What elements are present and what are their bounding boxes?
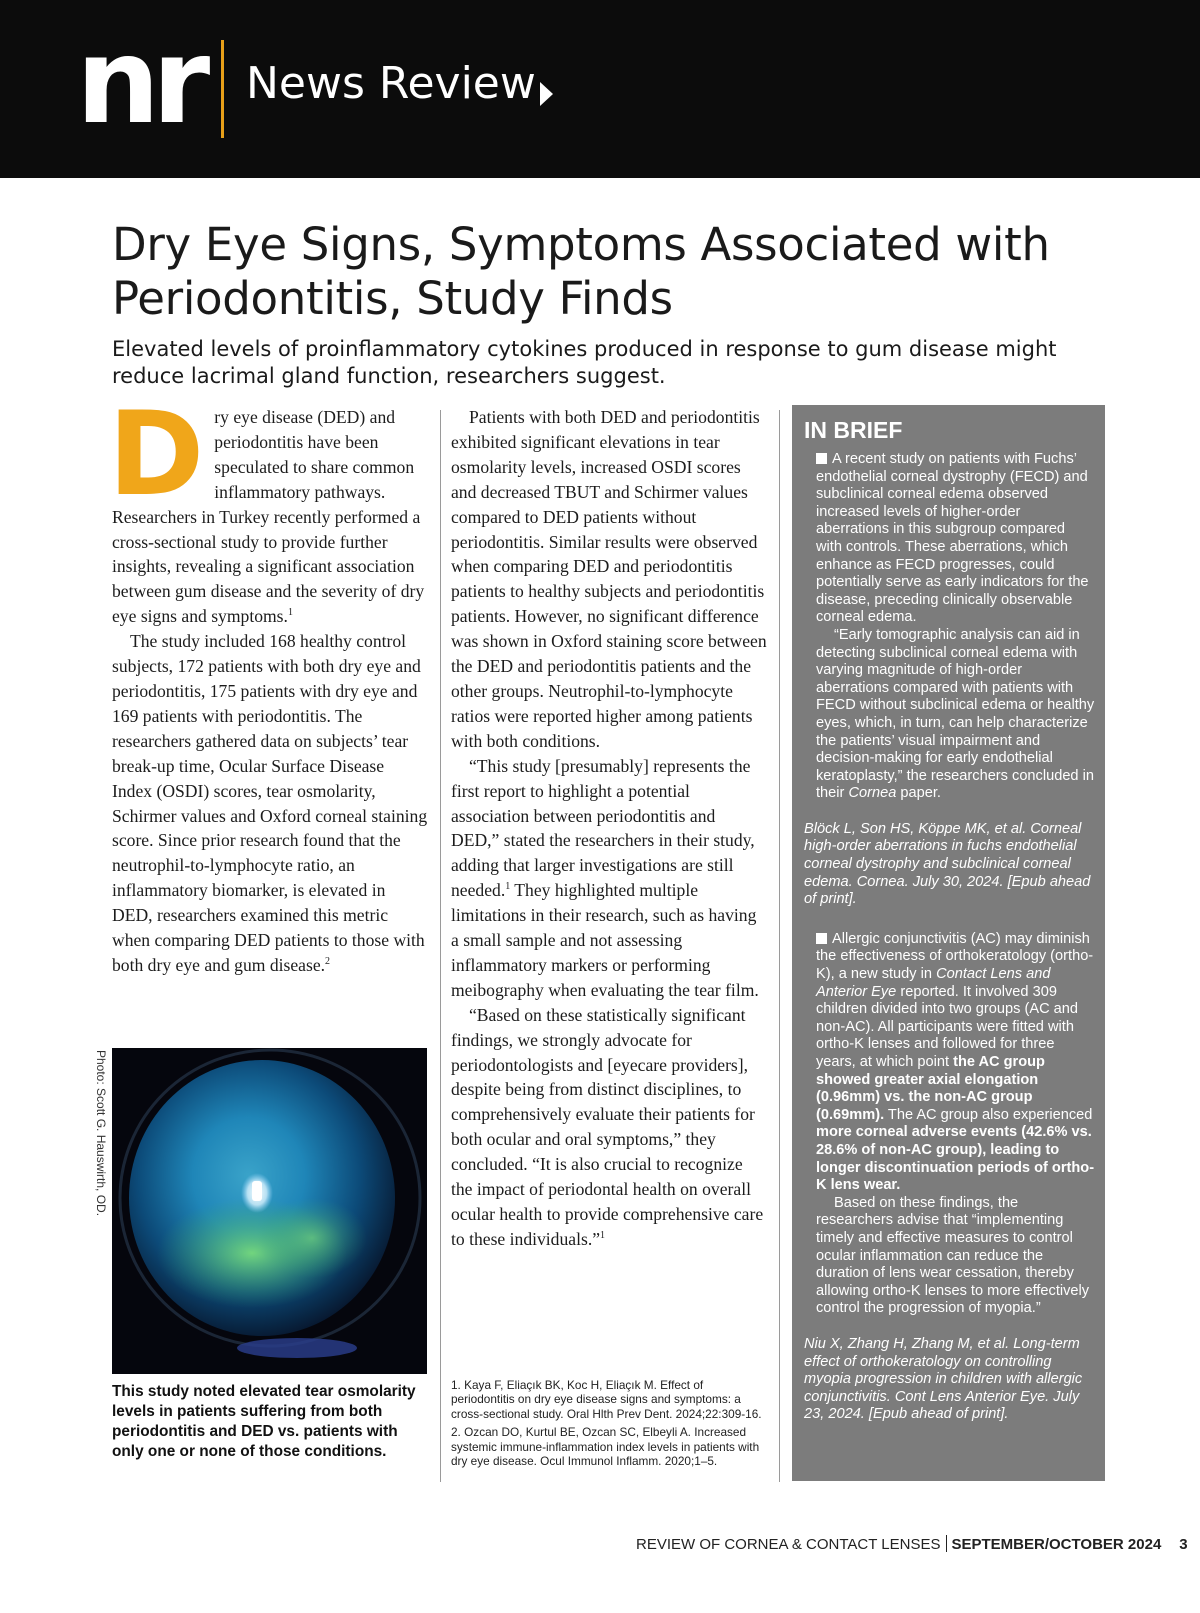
brief-item bbox=[804, 451, 1095, 803]
brief-citation: Niu X, Zhang H, Zhang M, et al. Long-term effect of orthokeratology on controlling myopia progression in children with allergic conjunctivitis. Cont Lens Anterior Eye. July 23, 2024. [Epub ahead of print]. bbox=[804, 1335, 1083, 1423]
section-title: News Review bbox=[246, 58, 536, 109]
eye-photo bbox=[112, 1048, 427, 1374]
footer-divider bbox=[946, 1535, 947, 1552]
ref-superscript: 2 bbox=[325, 956, 331, 968]
issue-date: SEPTEMBER/OCTOBER 2024 bbox=[951, 1536, 1162, 1553]
brief-paragraph: Allergic conjunctivitis (AC) may diminish the effectiveness of orthokeratology (ortho-K), a new study in Contact Lens and Anterior Eye reported. It involved 309 children divided into two groups (AC and non-AC). All participants were fitted with ortho-K lenses and followed for three years, at which point the AC group showed greater axial elongation (0.96mm) vs. the non-AC group (0.69mm). The AC group also experienced more corneal adverse events (42.6% vs. 28.6% of non-AC group), leading to longer discontinuation periods of ortho-K lens wear. bbox=[816, 930, 1095, 1194]
drop-cap: D bbox=[108, 387, 205, 522]
masthead bbox=[0, 0, 1200, 178]
brief-paragraph: “Early tomographic analysis can aid in detecting subclinical corneal edema with varying magnitude of high-order aberrations compared with patients with FECD without subclinical edema or healthy eyes, which, in turn, can help characterize the patients’ visual impairment and decision-making for early endothelial keratoplasty,” the researchers concluded in their Cornea paper. bbox=[816, 626, 1095, 802]
brief-paragraph: A recent study on patients with Fuchs’ endothelial corneal dystrophy (FECD) and subclinical corneal edema observed increased levels of higher-order aberrations in this subgroup compared with controls. These aberrations, which enhance as FECD progresses, could potentially serve as early indicators for the disease, preceding clinically observable corneal edema. bbox=[816, 451, 1089, 626]
play-arrow-icon bbox=[540, 82, 553, 106]
column-divider bbox=[779, 410, 780, 1482]
ref-superscript: 1 bbox=[287, 607, 293, 619]
body-paragraph: “Based on these statistically significant findings, we strongly advocate for periodontologists and [eyecare providers], despite being from distinct disciplines, to comprehensively evaluate their patients for both ocular and oral symptoms,” they concluded. “It is also crucial to recognize the impact of periodontal health on overall ocular health to provide comprehensive care to these individuals.”$^1$ bbox=[451, 1004, 764, 1249]
references bbox=[451, 1378, 767, 1472]
brief-paragraph: Based on these findings, the researchers advise that “implementing timely and effective measures to control ocular inflammation can reduce the duration of lens wear cessation, thereby allowing ortho-K lenses to more effectively control the progression of myopia.” bbox=[816, 1194, 1090, 1317]
page-footer bbox=[636, 1535, 1188, 1554]
publication-name: REVIEW OF CORNEA & CONTACT LENSES bbox=[636, 1536, 941, 1553]
photo-credit: Photo: Scott G. Hauswirth, OD. bbox=[94, 1050, 108, 1217]
page-number: 3 bbox=[1179, 1536, 1188, 1553]
brief-citation: Blöck L, Son HS, Köppe MK, et al. Corneal high-order aberrations in fuchs endothelial corneal dystrophy and subclinical corneal edema. Cornea. July 30, 2024. [Epub ahead of print]. bbox=[804, 820, 1091, 908]
article-headline: Dry Eye Signs, Symptoms Associated with Periodontitis, Study Finds bbox=[112, 218, 1050, 325]
ref-superscript: 1 bbox=[600, 1230, 606, 1242]
body-paragraph: Dry eye disease (DED) and periodontitis have been speculated to share common inflammatory pathways. Researchers in Turkey recently performed a cross-sectional study to provide further insights, revealing a significant association between gum disease and the severity of dry eye signs and symptoms.$^1$ bbox=[108, 387, 425, 627]
reference-item: 2. Ozcan DO, Kurtul BE, Ozcan SC, Elbeyli A. Increased systemic immune-inflammation index levels in patients with dry eye disease. Ocul Immunol Inflamm. 2020;1–5. bbox=[451, 1425, 760, 1469]
nr-logo: nr bbox=[76, 12, 203, 150]
in-brief-sidebar bbox=[792, 405, 1105, 1481]
square-bullet-icon bbox=[816, 933, 827, 944]
body-paragraph: Patients with both DED and periodontitis exhibited significant elevations in tear osmolarity levels, increased OSDI scores and decreased TBUT and Schirmer values compared to DED patients without periodontitis. Similar results were observed when comparing DED and periodontitis patients to healthy subjects and periodontitis patients. However, no significant difference was shown in Oxford staining score between the DED and periodontitis patients and the other groups. Neutrophil-to-lymphocyte ratios were reported higher among patients with both conditions. bbox=[451, 407, 767, 751]
body-column-2 bbox=[451, 405, 767, 1252]
ref-superscript: 1 bbox=[505, 881, 511, 893]
body-paragraph: “This study [presumably] represents the first report to highlight a potential association between periodontitis and DED,” stated the researchers in their study, adding that larger investigations are still needed.$^1$ They highlighted multiple limitations in their research, such as having a small sample and not assessing inflammatory markers or performing meibography when evaluating the tear film. bbox=[451, 755, 759, 1000]
in-brief-title: IN BRIEF bbox=[804, 417, 903, 443]
body-paragraph: The study included 168 healthy control subjects, 172 patients with both dry eye and periodontitis, 175 patients with dry eye and 169 patients with periodontitis. The researchers gathered data on subjects’ tear break-up time, Ocular Surface Disease Index (OSDI) scores, tear osmolarity, Schirmer values and Oxford corneal staining score. Since prior research found that the neutrophil-to-lymphocyte ratio, an inflammatory biomarker, is elevated in DED, researchers examined this metric when comparing DED patients to those with both dry eye and gum disease.$^2$ bbox=[112, 631, 428, 975]
square-bullet-icon bbox=[816, 453, 827, 464]
brief-item bbox=[804, 931, 1095, 1318]
logo-divider bbox=[221, 40, 224, 138]
reference-item: 1. Kaya F, Eliaçık BK, Koc H, Eliaçık M. Effect of periodontitis on dry eye disease signs and symptoms: a cross-sectional study. Oral Hlth Prev Dent. 2024;22:309-16. bbox=[451, 1378, 762, 1421]
photo-caption: This study noted elevated tear osmolarity levels in patients suffering from both periodontitis and DED vs. patients with only one or none of those conditions. bbox=[112, 1383, 416, 1460]
article-deck: Elevated levels of proinflammatory cytokines produced in response to gum disease might reduce lacrimal gland function, researchers suggest. bbox=[112, 337, 1057, 388]
column-divider bbox=[440, 410, 441, 1482]
eye-image bbox=[112, 1048, 427, 1374]
body-column-1 bbox=[108, 387, 428, 978]
